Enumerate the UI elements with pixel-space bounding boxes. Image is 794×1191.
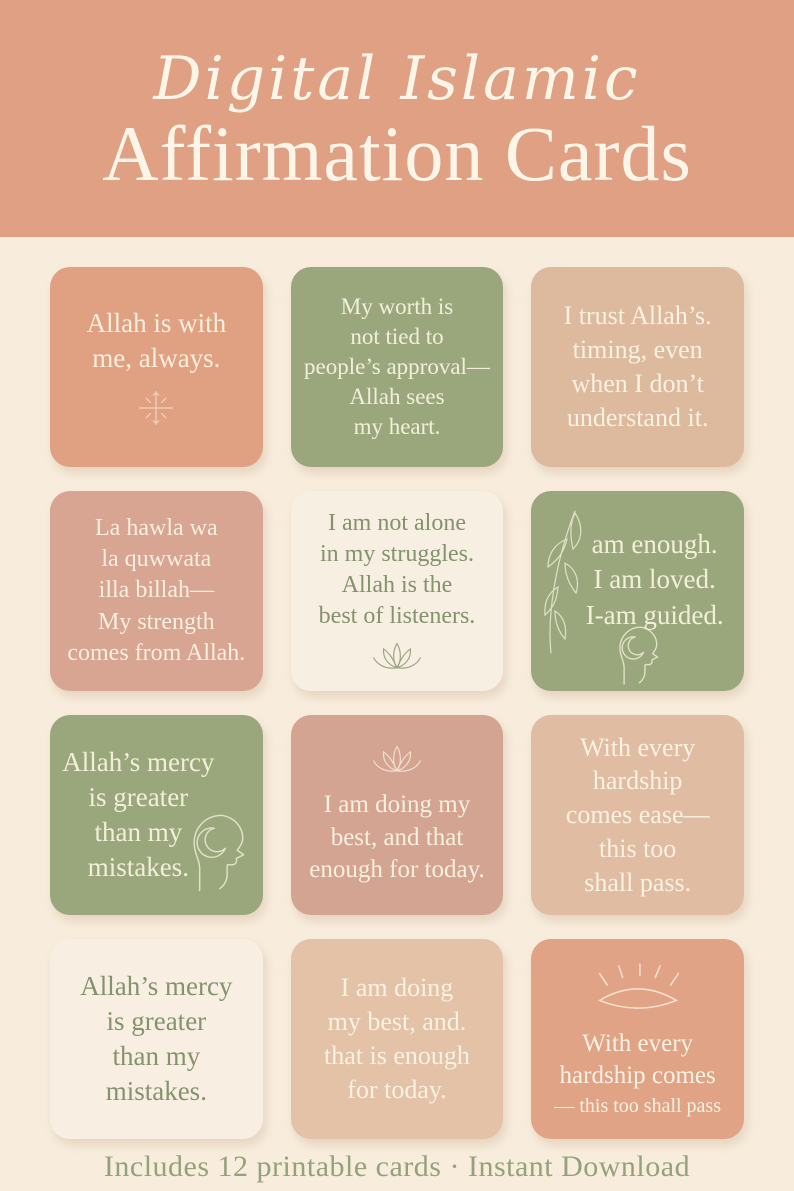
affirmation-card bbox=[531, 715, 744, 915]
card-text: Allah’s mercy is greater than my mistakes. bbox=[62, 746, 215, 883]
card-text: My worth is not tied to people’s approval— Allah sees my heart. bbox=[304, 294, 490, 439]
affirmation-card bbox=[50, 715, 263, 915]
lotus-icon bbox=[368, 743, 426, 777]
affirmation-card bbox=[531, 491, 744, 691]
card-text: am enough. I am loved. I-am guided. bbox=[585, 529, 724, 630]
lotus-icon bbox=[368, 640, 426, 674]
head-profile-icon bbox=[185, 809, 251, 895]
card-text: With every hardship comes — this too shall pass bbox=[554, 1029, 721, 1117]
card-text: Allah’s mercy is greater than my mistakes. bbox=[80, 970, 233, 1107]
card-text: With every hardship comes ease— this too shall pass. bbox=[565, 732, 710, 897]
card-grid bbox=[50, 267, 744, 1139]
affirmation-card bbox=[50, 491, 263, 691]
header bbox=[0, 0, 794, 237]
affirmation-card bbox=[291, 267, 504, 467]
card-text: I am doing my best, and that enough for today. bbox=[309, 791, 485, 884]
head-profile-icon bbox=[613, 623, 663, 687]
leaf-branch-icon bbox=[539, 505, 591, 657]
card-text: Allah is with me, always. bbox=[86, 307, 227, 373]
affirmation-card bbox=[531, 267, 744, 467]
card-text: I am doing my best, and. that is enough for today. bbox=[324, 973, 470, 1104]
sparkle-icon bbox=[131, 388, 181, 428]
page-title: Affirmation Cards bbox=[102, 110, 692, 198]
affirmation-card bbox=[291, 939, 504, 1139]
footer-text: Includes 12 printable cards · Instant Download bbox=[103, 1150, 691, 1183]
affirmation-card bbox=[291, 491, 504, 691]
card-text: I am not alone in my struggles. Allah is the best of listeners. bbox=[318, 509, 476, 630]
affirmation-card bbox=[291, 715, 504, 915]
affirmation-card bbox=[531, 939, 744, 1139]
affirmation-card bbox=[50, 267, 263, 467]
card-text: I trust Allah’s. timing, even when I don’t understand it. bbox=[563, 301, 712, 432]
affirmation-card bbox=[50, 939, 263, 1139]
script-title: Digital Islamic bbox=[153, 44, 641, 115]
card-text: La hawla wa la quwwata illa billah— My strength comes from Allah. bbox=[67, 515, 246, 666]
eye-rays-icon bbox=[590, 960, 686, 1014]
